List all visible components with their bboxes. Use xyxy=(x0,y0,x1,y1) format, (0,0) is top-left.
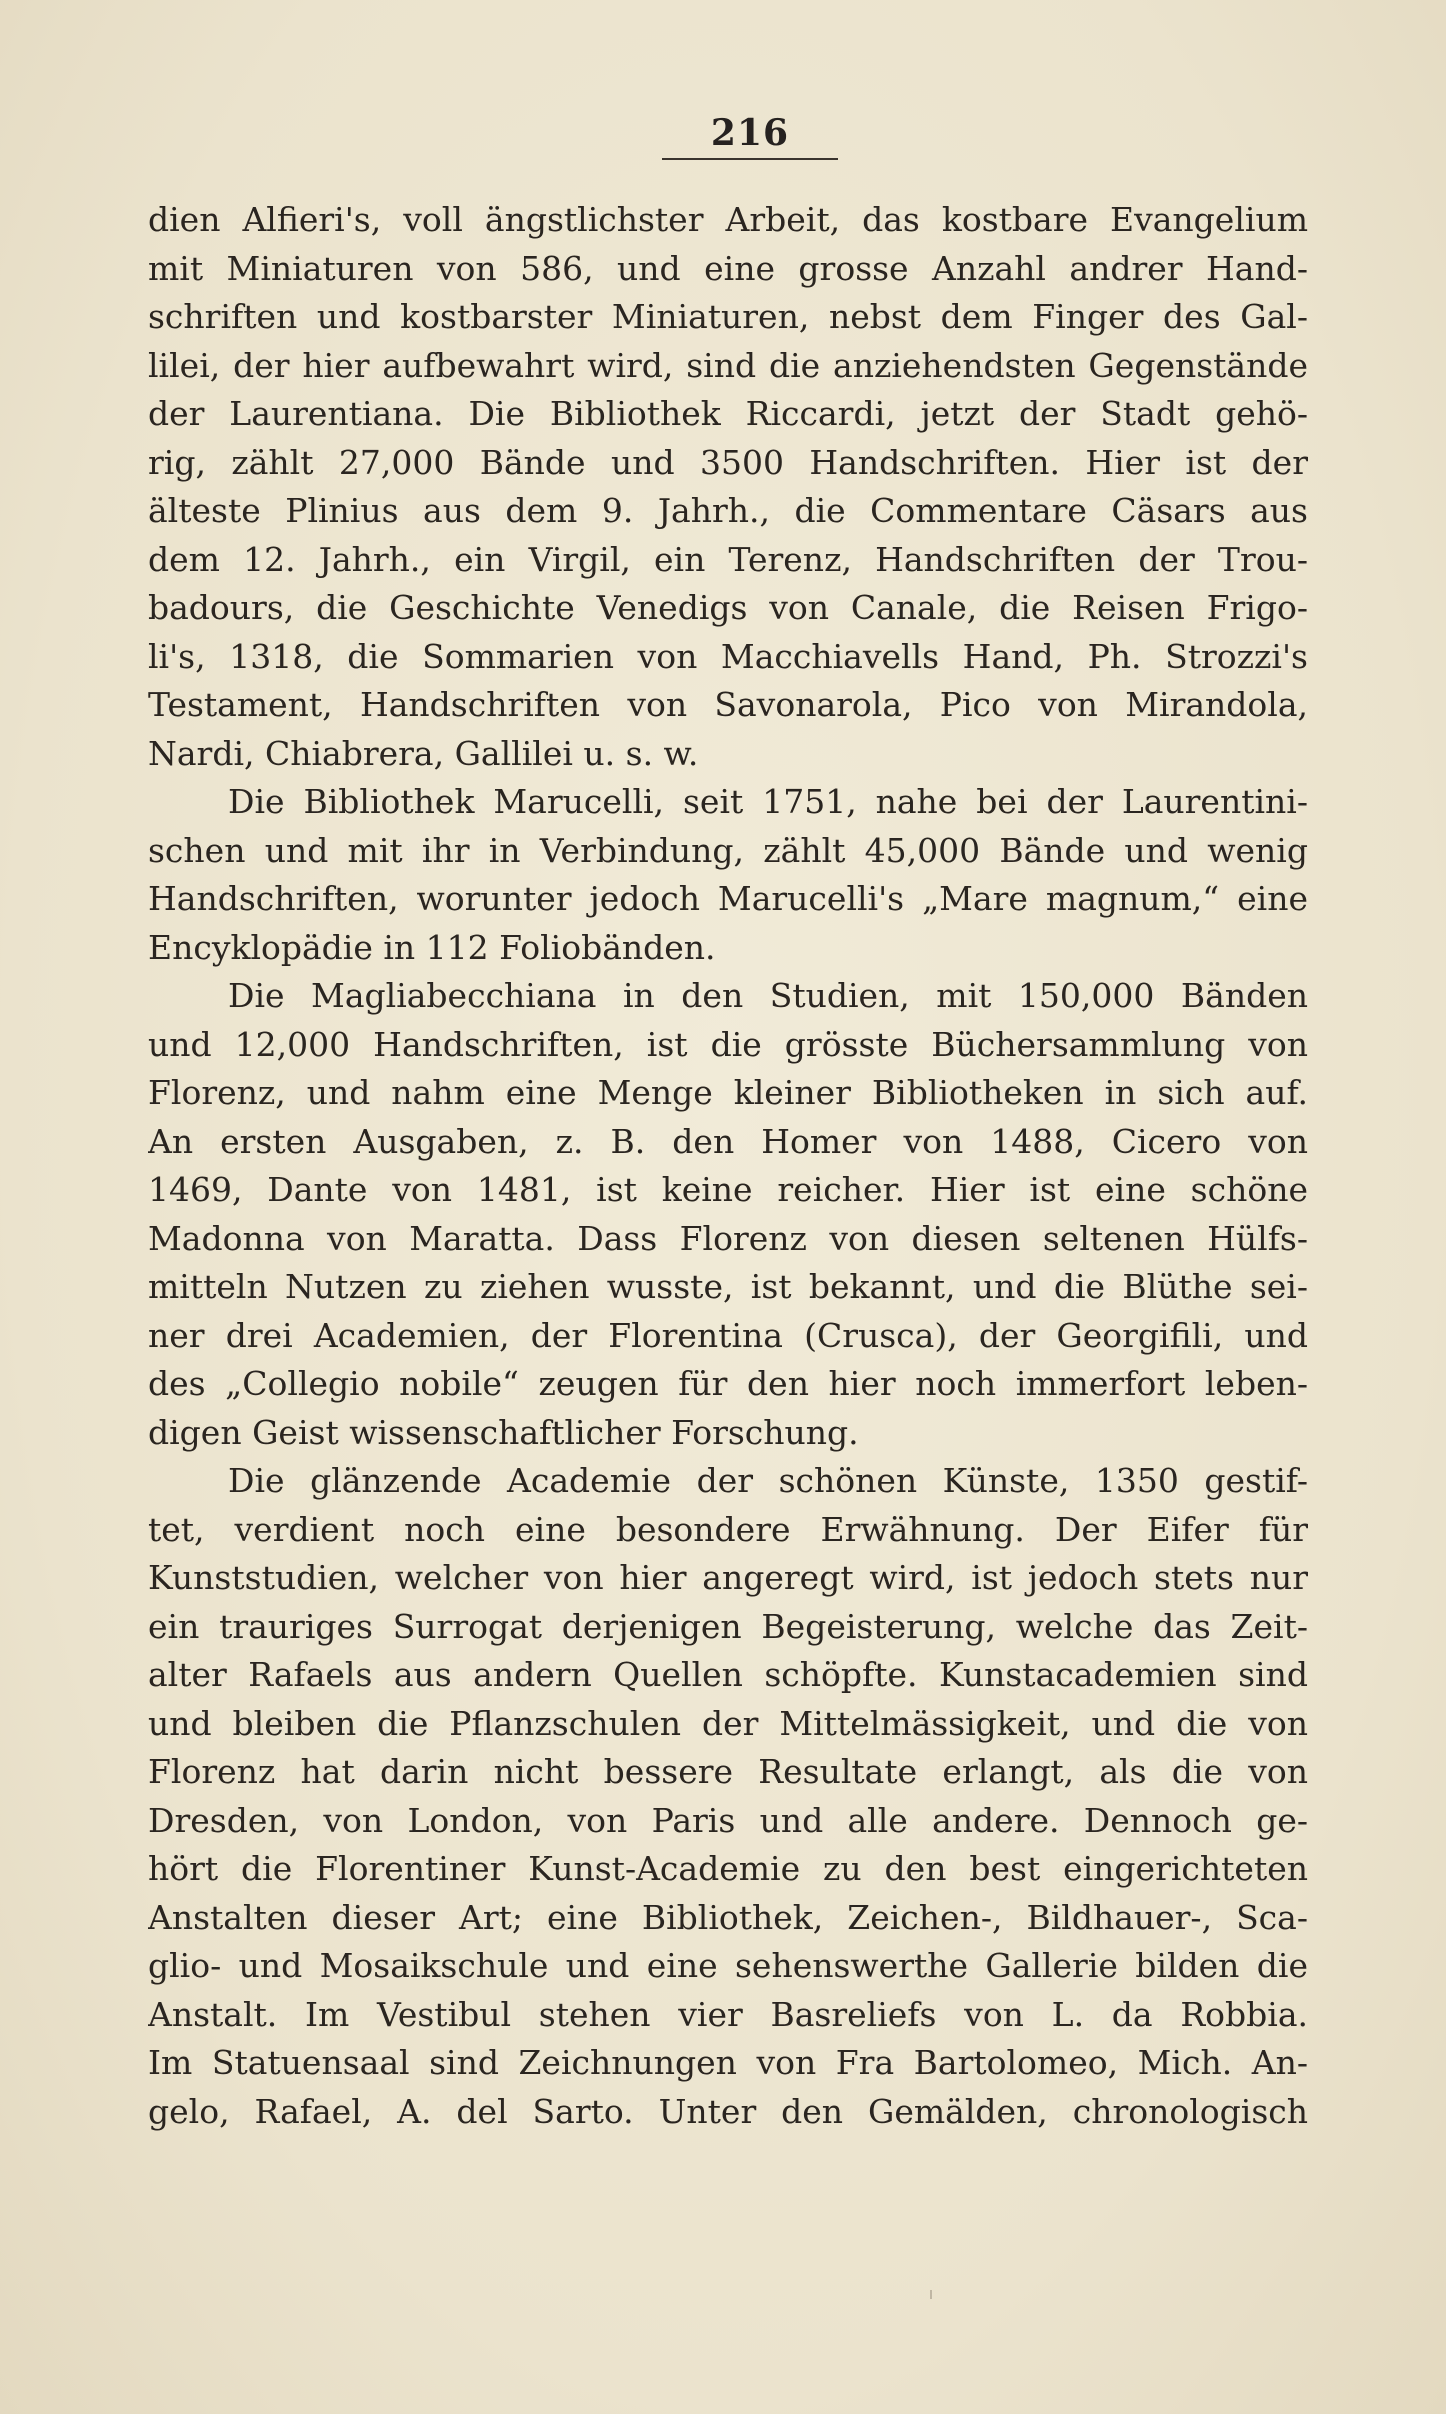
text-line: schen und mit ihr in Verbindung, zählt 45,000 Bände und wenig xyxy=(148,830,1308,870)
text-line: der Laurentiana. Die Bibliothek Riccardi, jetzt der Stadt gehö- xyxy=(148,394,1308,433)
text-line: und 12,000 Handschriften, ist die grösste Büchersammlung von xyxy=(148,1024,1308,1064)
text-line: Florenz hat darin nicht bessere Resultate erlangt, als die von xyxy=(148,1752,1308,1791)
text-line: mitteln Nutzen zu ziehen wusste, ist bekannt, und die Blüthe sei- xyxy=(148,1267,1308,1306)
paragraph-start-line: Die glänzende Academie der schönen Künste, 1350 gestif- xyxy=(228,1461,1308,1500)
paragraph-start-line: Die Magliabecchiana in den Studien, mit 150,000 Bänden xyxy=(228,976,1308,1015)
text-line: lilei, der hier aufbewahrt wird, sind die anziehendsten Gegenstände xyxy=(148,345,1308,385)
text-line: alter Rafaels aus andern Quellen schöpfte. Kunstacademien sind xyxy=(148,1655,1308,1694)
text-line: schriften und kostbarster Miniaturen, nebst dem Finger des Gal- xyxy=(148,297,1308,336)
text-line: dien Alfieri's, voll ängstlichster Arbeit, das kostbare Evangelium xyxy=(148,200,1308,239)
text-line: und bleiben die Pflanzschulen der Mittelmässigkeit, und die von xyxy=(148,1703,1308,1743)
text-line: Florenz, und nahm eine Menge kleiner Bibliotheken in sich auf. xyxy=(148,1073,1308,1112)
text-line: badours, die Geschichte Venedigs von Canale, die Reisen Frigo- xyxy=(148,588,1308,627)
text-line: 1469, Dante von 1481, ist keine reicher. Hier ist eine schöne xyxy=(148,1170,1308,1209)
text-line: Anstalten dieser Art; eine Bibliothek, Zeichen-, Bildhauer-, Sca- xyxy=(148,1897,1308,1937)
paper-fleck xyxy=(930,2290,932,2299)
text-line: li's, 1318, die Sommarien von Macchiavells Hand, Ph. Strozzi's xyxy=(148,636,1308,676)
text-line: An ersten Ausgaben, z. B. den Homer von 1488, Cicero von xyxy=(148,1121,1308,1161)
paragraph-start-line: Die Bibliothek Marucelli, seit 1751, nahe bei der Laurentini- xyxy=(228,782,1308,821)
text-line: Anstalt. Im Vestibul stehen vier Basreliefs von L. da Robbia. xyxy=(148,1994,1308,2034)
paragraph-end-line: Nardi, Chiabrera, Gallilei u. s. w. xyxy=(148,733,699,773)
text-line: ner drei Academien, der Florentina (Crusca), der Georgifili, und xyxy=(148,1315,1308,1355)
text-line: ein trauriges Surrogat derjenigen Begeisterung, welche das Zeit- xyxy=(148,1606,1308,1646)
text-line: älteste Plinius aus dem 9. Jahrh., die Commentare Cäsars aus xyxy=(148,491,1308,530)
paragraph-end-line: digen Geist wissenschaftlicher Forschung. xyxy=(148,1412,859,1452)
page-number: 216 xyxy=(710,112,790,154)
text-line: Handschriften, worunter jedoch Marucelli's „Mare magnum,“ eine xyxy=(148,879,1308,918)
text-line: dem 12. Jahrh., ein Virgil, ein Terenz, Handschriften der Trou- xyxy=(148,539,1308,579)
body-text xyxy=(148,196,1308,2136)
paragraph-end-line: Encyklopädie in 112 Foliobänden. xyxy=(148,927,716,967)
text-line: Im Statuensaal sind Zeichnungen von Fra Bartolomeo, Mich. An- xyxy=(148,2043,1308,2082)
text-line: Dresden, von London, von Paris und alle andere. Dennoch ge- xyxy=(148,1800,1308,1840)
text-line: Kunststudien, welcher von hier angeregt wird, ist jedoch stets nur xyxy=(148,1558,1308,1597)
page-number-rule xyxy=(662,158,838,160)
text-line: Madonna von Maratta. Dass Florenz von diesen seltenen Hülfs- xyxy=(148,1218,1308,1258)
text-line: glio- und Mosaikschule und eine sehenswerthe Gallerie bilden die xyxy=(148,1946,1308,1985)
text-line: des „Collegio nobile“ zeugen für den hier noch immerfort leben- xyxy=(148,1364,1308,1403)
text-line: Testament, Handschriften von Savonarola, Pico von Mirandola, xyxy=(148,685,1308,724)
text-line: tet, verdient noch eine besondere Erwähnung. Der Eifer für xyxy=(148,1509,1308,1549)
text-line: rig, zählt 27,000 Bände und 3500 Handschriften. Hier ist der xyxy=(148,442,1308,482)
text-line: mit Miniaturen von 586, und eine grosse Anzahl andrer Hand- xyxy=(148,248,1308,288)
text-line: hört die Florentiner Kunst-Academie zu den best eingerichteten xyxy=(148,1849,1308,1888)
text-line: gelo, Rafael, A. del Sarto. Unter den Gemälden, chronologisch xyxy=(148,2091,1308,2131)
